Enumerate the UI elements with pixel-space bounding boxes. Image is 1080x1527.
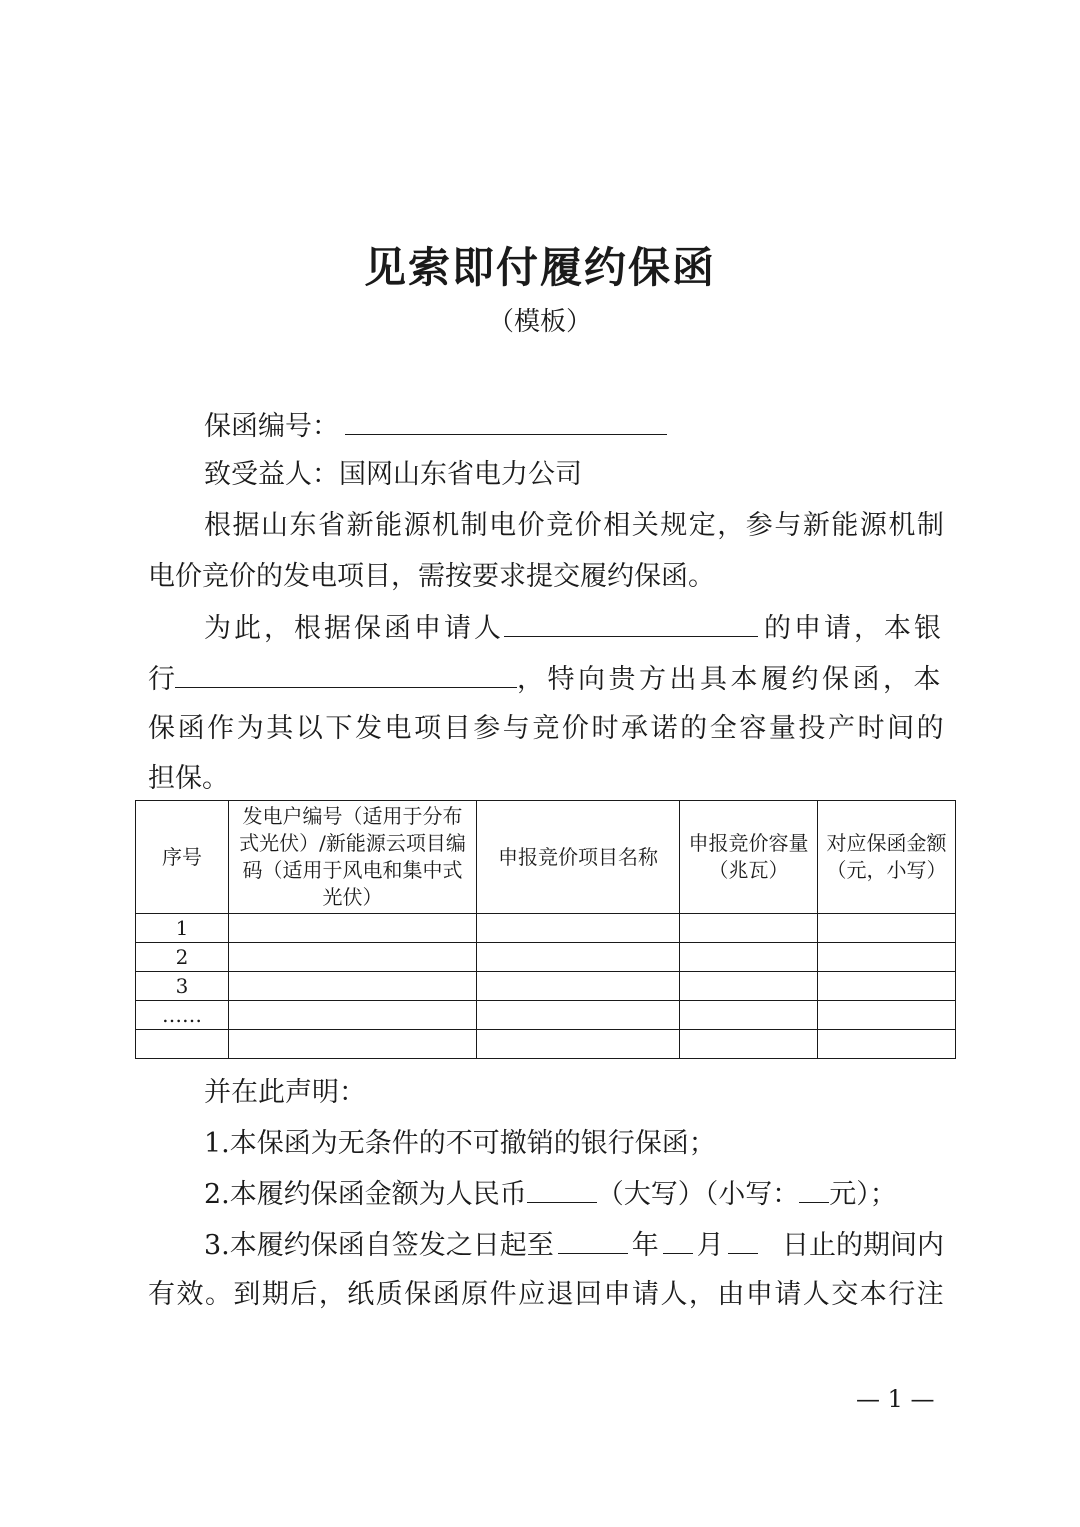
table-cell[interactable] — [680, 914, 818, 943]
table-cell[interactable] — [680, 1001, 818, 1030]
table-cell[interactable] — [818, 1030, 956, 1059]
table-cell[interactable] — [229, 1001, 477, 1030]
table-cell[interactable] — [818, 1001, 956, 1030]
row-serial: 1 — [136, 914, 229, 943]
table-cell[interactable] — [229, 914, 477, 943]
table-cell[interactable] — [477, 1001, 680, 1030]
clause-2-text-c: 元）； — [829, 1179, 897, 1210]
row-serial: …… — [136, 1001, 229, 1030]
day-blank — [728, 1225, 758, 1254]
clause-3-text-a: 3.本履约保函自签发之日起至 — [204, 1230, 554, 1261]
clause-2-text-a: 2.本履约保函金额为人民币 — [204, 1179, 527, 1210]
para2-line4: 担保。 — [148, 763, 229, 794]
table-cell[interactable] — [477, 972, 680, 1001]
clause-3-line1 — [204, 1225, 944, 1266]
para2-line1-end: 的申请，本银 — [764, 613, 944, 644]
table-row — [136, 1001, 956, 1030]
para2-line3: 保 函 作 为 其 以 下 发 电 项 目 参 与 竞 价 时 承 诺 的 全 容 量 投 产 时 间 的 — [148, 713, 944, 744]
col-header-project-code: 发电户编号（适用于分布式光伏）/新能源云项目编码（适用于风电和集中式光伏） — [229, 801, 477, 914]
col-header-capacity: 申报竞价容量（兆瓦） — [680, 801, 818, 914]
guarantee-number-blank — [345, 406, 667, 435]
clause-3-line2: 有 效 。 到 期 后 ， 纸 质 保 函 原 件 应 退 回 申 请 人 ， 由 申 请 人 交 本 行 注 — [148, 1279, 944, 1310]
col-header-serial: 序号 — [136, 801, 229, 914]
document-title: 见索即付履约保函 — [363, 243, 716, 292]
table-cell[interactable] — [229, 943, 477, 972]
row-serial: 2 — [136, 943, 229, 972]
guarantee-number-line — [204, 406, 667, 447]
amount-figures-blank — [799, 1174, 829, 1203]
table-row — [136, 914, 956, 943]
table-cell[interactable] — [477, 914, 680, 943]
row-serial — [136, 1030, 229, 1059]
table-row — [136, 943, 956, 972]
document-subtitle: （模板） — [487, 307, 592, 337]
table-row — [136, 1030, 956, 1059]
month-label: 月 — [696, 1230, 724, 1261]
bank-label: 行 — [148, 664, 175, 695]
clause-3-text-d: 日止的期间内 — [782, 1230, 944, 1261]
table-cell[interactable] — [680, 943, 818, 972]
col-header-project-name: 申报竞价项目名称 — [477, 801, 680, 914]
para2-line1 — [204, 608, 944, 649]
para1-line1: 根 据 山 东 省 新 能 源 机 制 电 价 竞 价 相 关 规 定 ， 参 与 新 能 源 机 制 — [204, 510, 944, 541]
row-serial: 3 — [136, 972, 229, 1001]
clause-2 — [204, 1174, 897, 1215]
table-cell[interactable] — [229, 1030, 477, 1059]
page-number: — 1 — — [856, 1385, 935, 1413]
declaration-heading: 并在此声明： — [204, 1077, 366, 1108]
para2-line2-end: ，特向贵方出具本履约保函，本 — [517, 664, 944, 695]
year-label: 年 — [631, 1230, 659, 1261]
para2-line2 — [148, 659, 944, 700]
bank-blank — [175, 659, 517, 688]
applicant-blank — [504, 608, 758, 637]
clause-2-text-b: （大写）（小写： — [596, 1179, 800, 1210]
table-cell[interactable] — [680, 1030, 818, 1059]
project-table — [135, 800, 956, 1059]
col-header-amount: 对应保函金额（元，小写） — [818, 801, 956, 914]
table-cell[interactable] — [229, 972, 477, 1001]
beneficiary-line: 致受益人：国网山东省电力公司 — [204, 459, 582, 490]
para1-line2: 电价竞价的发电项目，需按要求提交履约保函。 — [148, 561, 715, 592]
year-blank — [558, 1225, 628, 1254]
table-cell[interactable] — [818, 972, 956, 1001]
table-cell[interactable] — [680, 972, 818, 1001]
table-cell[interactable] — [818, 914, 956, 943]
table-row — [136, 972, 956, 1001]
applicant-label: 为此，根据保函申请人 — [204, 613, 504, 644]
clause-1: 1.本保函为无条件的不可撤销的银行保函； — [204, 1128, 716, 1159]
table-header-row — [136, 801, 956, 914]
guarantee-number-label: 保函编号： — [204, 411, 339, 442]
table-cell[interactable] — [477, 1030, 680, 1059]
table-cell[interactable] — [477, 943, 680, 972]
amount-words-blank — [527, 1174, 597, 1203]
month-blank — [663, 1225, 693, 1254]
table-cell[interactable] — [818, 943, 956, 972]
